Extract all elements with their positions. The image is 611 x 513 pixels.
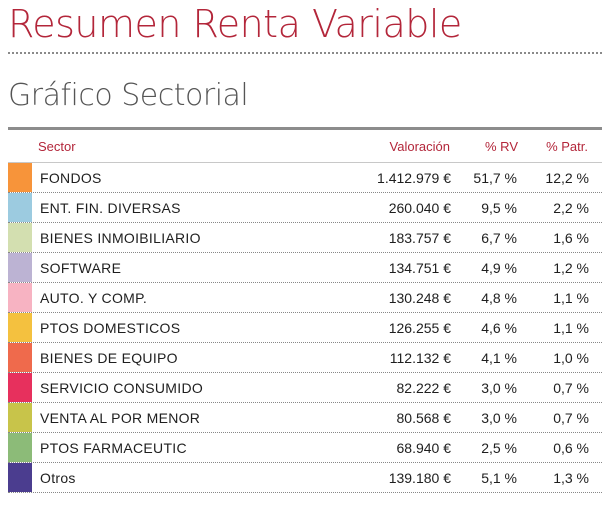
patr-percent: 0,7 % [553,410,589,426]
rv-percent: 3,0 % [481,380,517,396]
sector-name: VENTA AL POR MENOR [40,410,201,426]
table-row [8,313,602,343]
section-title: Gráfico Sectorial [8,78,249,113]
patr-percent: 0,6 % [553,440,589,456]
sector-color-swatch [8,373,32,402]
sector-table [8,127,602,493]
header-sector: Sector [38,139,76,154]
rv-percent: 4,8 % [481,290,517,306]
valoracion-value: 183.757 € [388,230,451,246]
table-row [8,403,602,433]
title-divider [8,52,602,54]
sector-color-swatch [8,253,32,282]
header-rv: % RV [485,139,518,154]
rv-percent: 9,5 % [481,200,517,216]
valoracion-value: 112.132 € [389,350,451,366]
rv-percent: 3,0 % [481,410,517,426]
patr-percent: 12,2 % [545,170,589,186]
valoracion-value: 1.412.979 € [377,170,451,186]
valoracion-value: 130.248 € [388,290,451,306]
sector-name: BIENES DE EQUIPO [40,350,178,366]
table-body [8,163,602,493]
sector-name: ENT. FIN. DIVERSAS [40,200,181,216]
sector-name: PTOS DOMESTICOS [40,320,181,336]
patr-percent: 1,2 % [553,260,589,276]
table-row [8,253,602,283]
patr-percent: 1,1 % [553,290,589,306]
patr-percent: 2,2 % [553,200,589,216]
patr-percent: 1,0 % [553,350,589,366]
table-row [8,373,602,403]
sector-name: Otros [40,470,76,486]
valoracion-value: 126.255 € [388,320,451,336]
patr-percent: 1,6 % [553,230,589,246]
valoracion-value: 68.940 € [396,440,451,456]
rv-percent: 2,5 % [481,440,517,456]
rv-percent: 4,9 % [481,260,517,276]
sector-color-swatch [8,433,32,462]
sector-color-swatch [8,223,32,252]
valoracion-value: 260.040 € [388,200,451,216]
patr-percent: 0,7 % [553,380,589,396]
valoracion-value: 82.222 € [396,380,451,396]
sector-color-swatch [8,163,32,192]
sector-color-swatch [8,193,32,222]
page-title: Resumen Renta Variable [8,2,462,46]
sector-color-swatch [8,343,32,372]
rv-percent: 4,1 % [481,350,517,366]
table-row [8,433,602,463]
valoracion-value: 139.180 € [388,470,451,486]
valoracion-value: 134.751 € [388,260,451,276]
table-row [8,163,602,193]
sector-color-swatch [8,463,32,492]
rv-percent: 6,7 % [481,230,517,246]
sector-color-swatch [8,403,32,432]
header-valoracion: Valoración [389,139,450,154]
sector-color-swatch [8,313,32,342]
table-row [8,283,602,313]
table-header [8,127,602,163]
sector-name: PTOS FARMACEUTIC [40,440,187,456]
sector-name: AUTO. Y COMP. [40,290,148,306]
rv-percent: 5,1 % [481,470,517,486]
patr-percent: 1,3 % [553,470,589,486]
table-row [8,343,602,373]
table-row [8,193,602,223]
sector-name: FONDOS [40,170,102,186]
table-row [8,223,602,253]
patr-percent: 1,1 % [553,320,589,336]
sector-color-swatch [8,283,32,312]
sector-name: SERVICIO CONSUMIDO [40,380,204,396]
header-patr: % Patr. [546,139,588,154]
sector-name: BIENES INMOIBILIARIO [40,230,201,246]
table-row [8,463,602,493]
sector-name: SOFTWARE [40,260,122,276]
rv-percent: 51,7 % [473,170,517,186]
valoracion-value: 80.568 € [396,410,451,426]
rv-percent: 4,6 % [481,320,517,336]
